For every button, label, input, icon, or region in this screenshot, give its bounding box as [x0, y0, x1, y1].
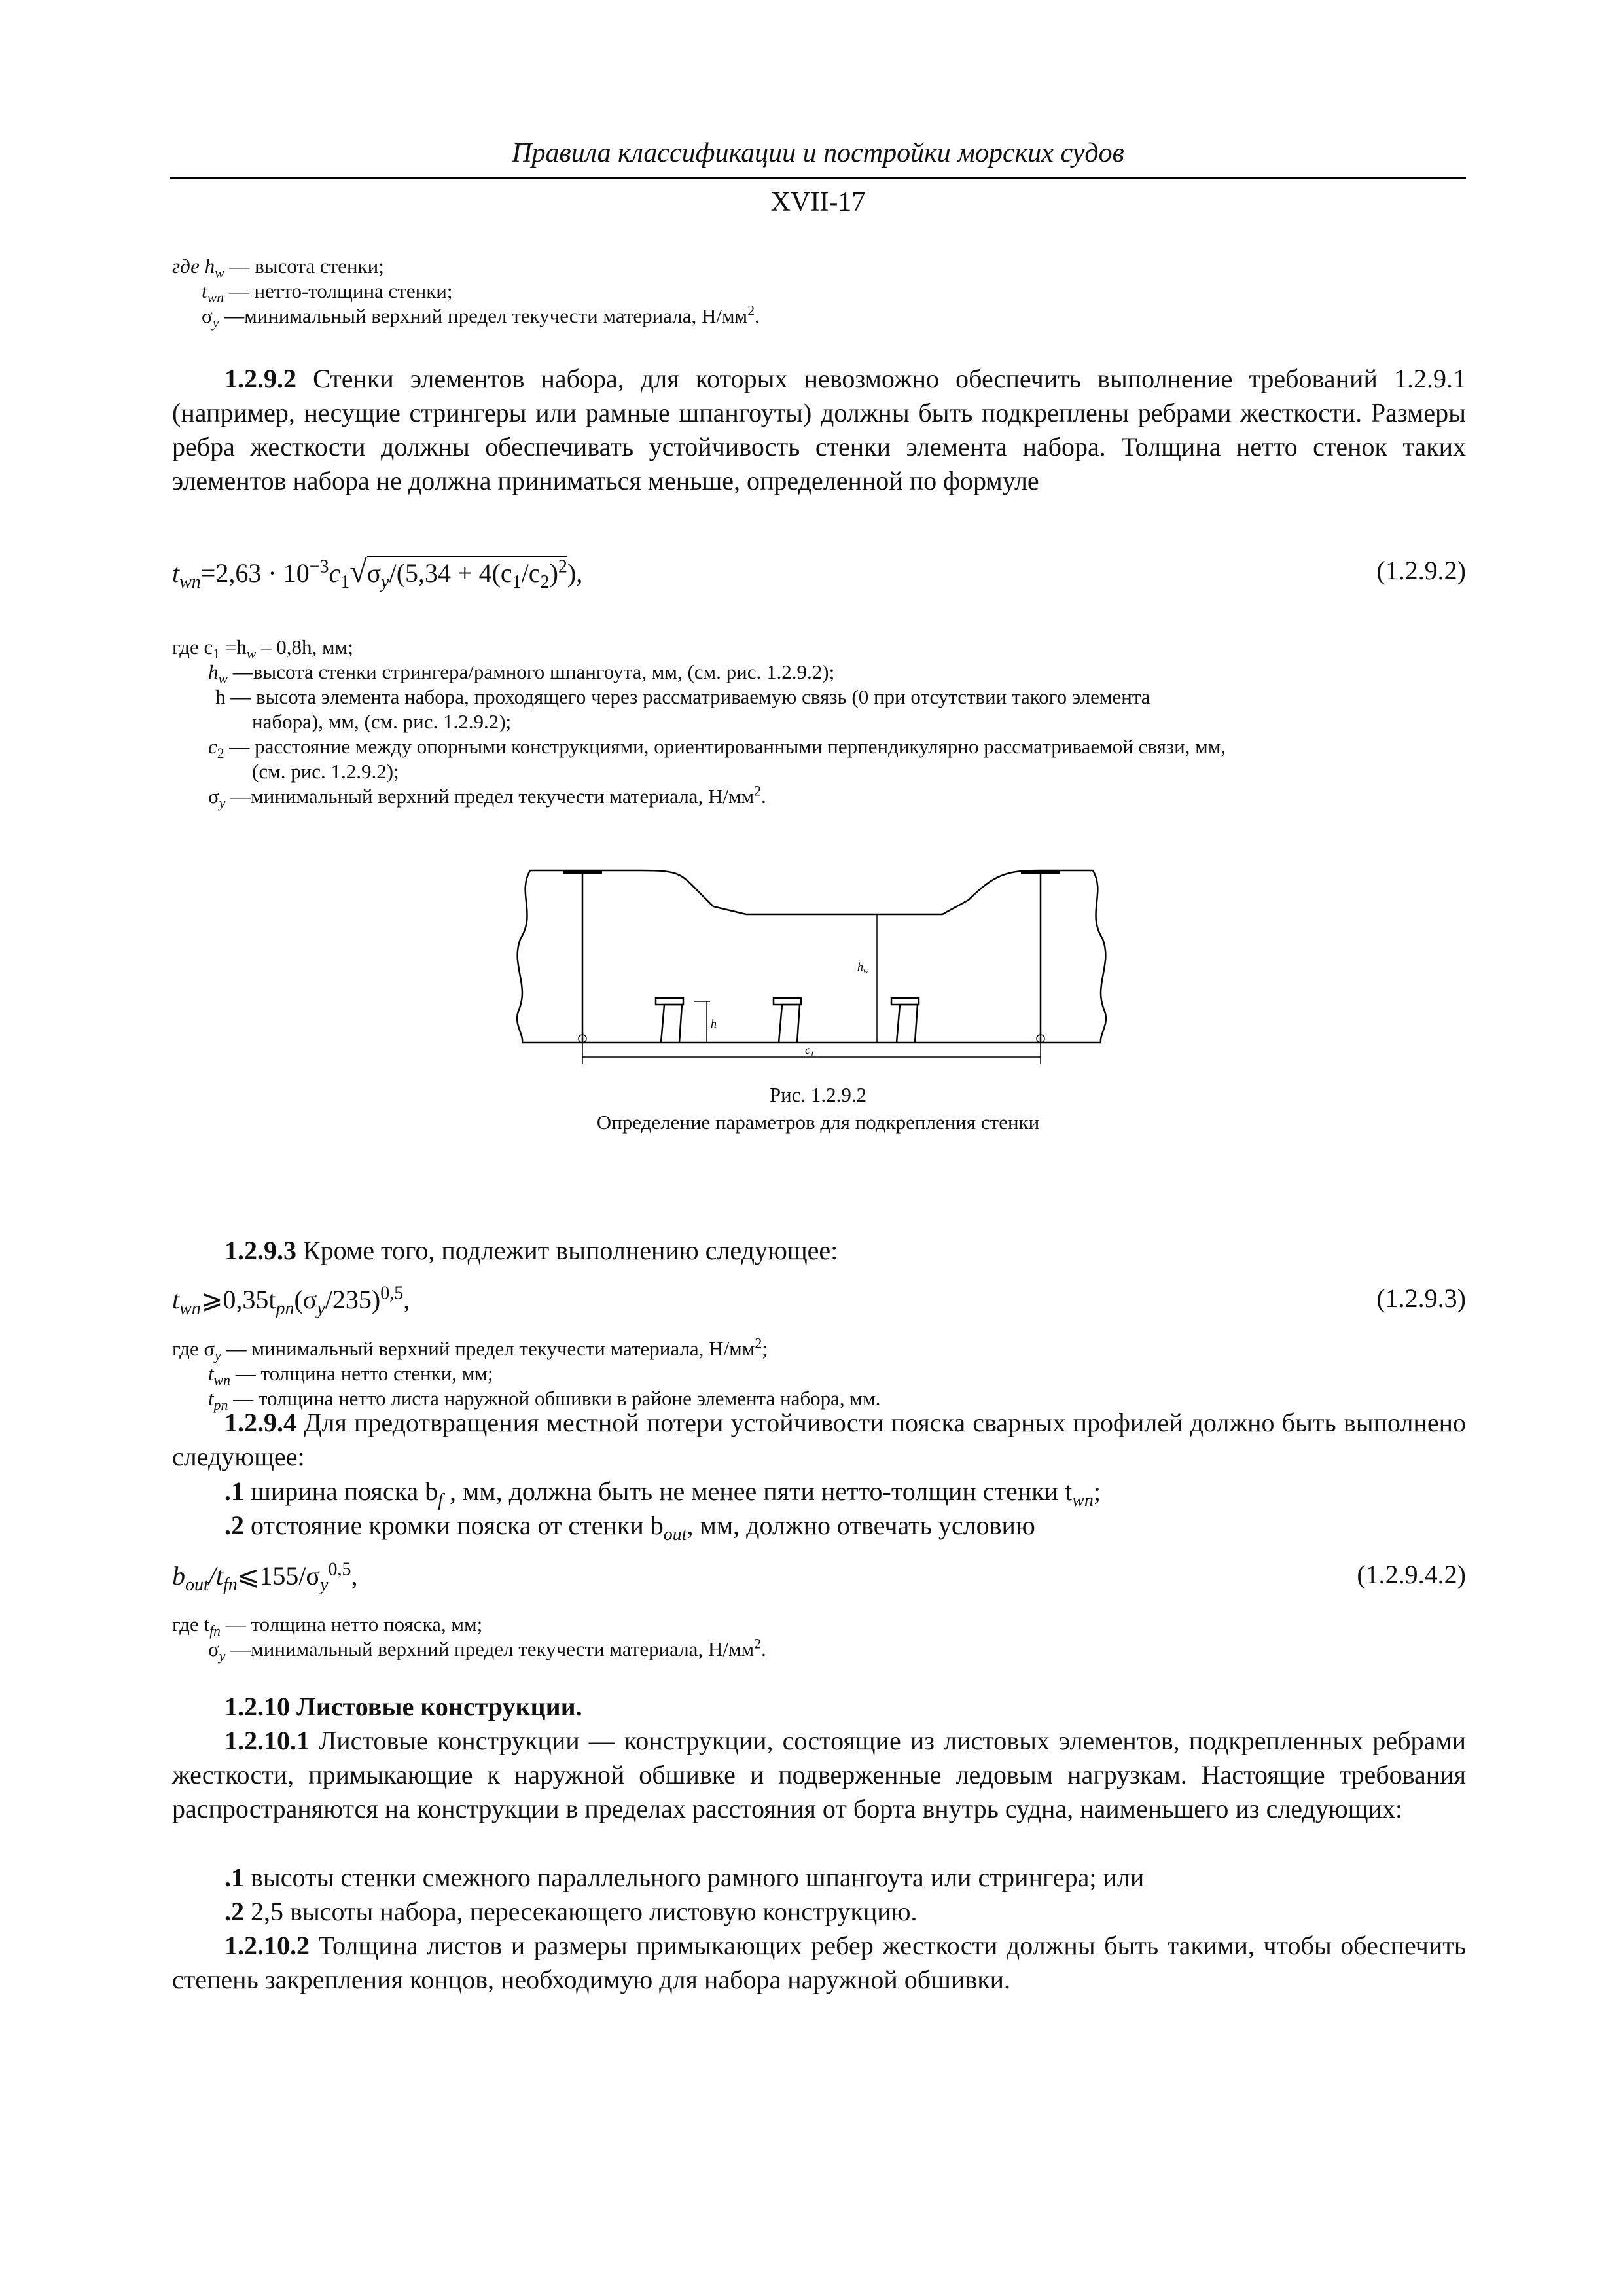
stiffener [656, 998, 683, 1043]
formula-1-2-9-3: $t_{wn}⩾0,35t_{pn}(\sigma_y/235)^{0,5}$, [172, 1283, 410, 1319]
right-break-line [1093, 870, 1106, 1043]
header-rule [170, 177, 1466, 179]
paragraph-1-2-10-2: 1.2.10.2 Толщина листов и размеры примыкающих ребер жесткости должны быть такими, чтобы обеспечить степень закрепления концов, необходимую для набора наружной обшивки. [172, 1931, 1466, 1994]
figure-caption-title: Рис. 1.2.9.2 [769, 1083, 867, 1106]
section-heading-1-2-10: 1.2.10 Листовые конструкции. [224, 1692, 582, 1721]
stiffener [891, 998, 919, 1043]
formula-1-2-9-2: $t_{wn}=2,63 \cdot 10^{-3}c_1√\sigma_y/(5,34 + 4(c_1/c_2)^2)$, [172, 554, 583, 592]
left-break-line [517, 870, 530, 1043]
page-number: XVII-17 [770, 187, 866, 217]
list-item: .2 отстояние кромки пояска от стенки $b_{out}$, мм, должно отвечать условию [224, 1511, 1035, 1545]
figure-1-2-9-2-drawing [510, 867, 1113, 1064]
list-item: .1 ширина пояска $b_f$ , мм, должна быть не менее пяти нетто-толщин стенки $t_{wn}$; [224, 1477, 1101, 1511]
paragraph-1-2-10-1: 1.2.10.1 Листовые конструкции — конструкции, состоящие из листовых элементов, подкрепленных ребрами жесткости, примыкающие к наружной обшивке и подверженные ледовым нагрузкам. Настоящие требования распространяются на конструкции в пределах расстояния от борта внутрь судна, наименьшего из следующих: [172, 1726, 1466, 1823]
definition-line: h — высота элемента набора, проходящего через рассматриваемую связь (0 при отсутствии такого элемента [215, 685, 1150, 708]
stiffener [774, 998, 801, 1043]
definition-line: набора), мм, (см. рис. 1.2.9.2); [252, 710, 512, 733]
definitions-block-4 [172, 1612, 766, 1662]
paragraph-1-2-9-2: 1.2.9.2 Стенки элементов набора, для которых невозможно обеспечить выполнение требований 1.2.9.1 (например, несущие стрингеры или рамные шпангоуты) должны быть подкреплены ребрами жесткости. Размеры ребра жесткости должны обеспечивать устойчивость стенки элемента набора. Толщина нетто стенок таких элементов набора не должна приниматься меньше, определенной по формуле [172, 364, 1466, 495]
definition-line: $t_{pn}$ — толщина нетто листа наружной обшивки в районе элемента набора, мм. [208, 1387, 881, 1414]
definitions-block-3 [172, 1335, 881, 1414]
definition-line: где $t_{fn}$ — толщина нетто пояска, мм; [172, 1613, 483, 1640]
shell-plate-line [530, 870, 1093, 914]
definitions-block-2 [172, 635, 1226, 812]
label-h: h [711, 1017, 717, 1030]
list-item: .1 высоты стенки смежного параллельного рамного шпангоута или стрингера; или [224, 1863, 1145, 1892]
definition-line: где $h_w$ — высота стенки; [172, 255, 384, 281]
label-hw: $h_w$ [857, 960, 869, 975]
definition-line: $\sigma_y$ —минимальный верхний предел текучести материала, $Н/мм^2$. [202, 302, 760, 331]
definition-line: $c_2$ — расстояние между опорными конструкциями, ориентированными перпендикулярно рассматриваемой связи, мм, [208, 735, 1226, 762]
formula-1-2-9-4-2: $b_{out}/t_{fn}⩽155/\sigma_y^{0,5}$, [172, 1559, 358, 1595]
definition-line: где $\sigma_y$ — минимальный верхний предел текучести материала, $Н/мм^2$; [172, 1335, 768, 1364]
definition-line: $h_w$ —высота стенки стрингера/рамного шпангоута, мм, (см. рис. 1.2.9.2); [208, 660, 835, 687]
definition-line: $\sigma_y$ —минимальный верхний предел текучести материала, $Н/мм^2$. [208, 1636, 766, 1664]
definition-line: где $c_1 =h_w - 0,8h$, мм; [172, 636, 353, 662]
definition-line: $t_{wn}$ — толщина нетто стенки, мм; [208, 1362, 493, 1389]
equation-number: (1.2.9.2) [1376, 556, 1466, 585]
running-header-title: Правила классификации и постройки морских судов [512, 138, 1124, 168]
definition-line: (см. рис. 1.2.9.2); [252, 760, 399, 783]
paragraph-1-2-9-4: 1.2.9.4 Для предотвращения местной потери устойчивости пояска сварных профилей должно быть выполнено следующее: [172, 1408, 1466, 1471]
figure-caption-text: Определение параметров для подкрепления стенки [596, 1111, 1040, 1134]
definition-line: $t_{wn}$ — нетто-толщина стенки; [202, 279, 453, 306]
equation-number: (1.2.9.4.2) [1357, 1560, 1466, 1589]
equation-number: (1.2.9.3) [1376, 1283, 1466, 1313]
list-item: .2 2,5 высоты набора, пересекающего листовую конструкцию. [224, 1897, 918, 1926]
label-c1: $c_1$ [805, 1043, 814, 1058]
paragraph-1-2-9-3: 1.2.9.3 Кроме того, подлежит выполнению следующее: [224, 1236, 838, 1265]
definitions-block-1 [172, 254, 760, 329]
definition-line: $\sigma_y$ —минимальный верхний предел текучести материала, $Н/мм^2$. [208, 783, 766, 812]
